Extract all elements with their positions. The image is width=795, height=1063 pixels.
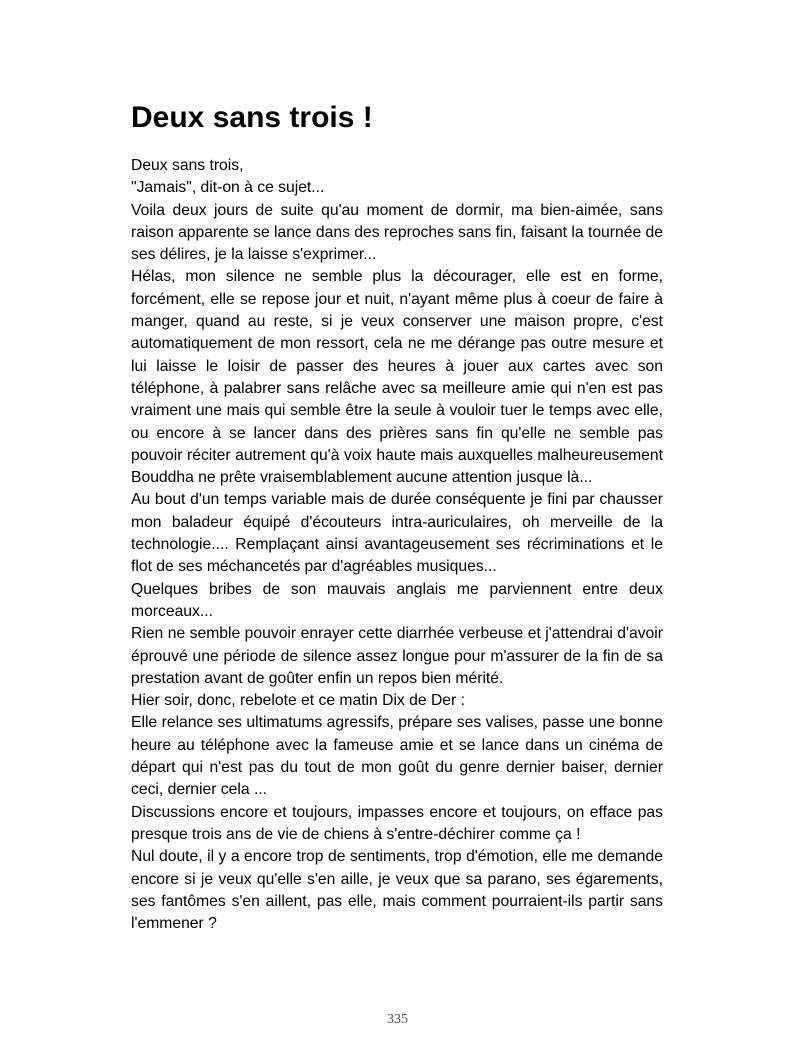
paragraph: Nul doute, il y a encore trop de sentiments, trop d'émotion, elle me demande encore si je veux qu'elle s'en aille, je veux que sa parano, ses égarements, ses fantômes s'en aillent, pas elle, mais comment pourraient-ils partir sans l'emmener ? <box>131 848 663 933</box>
paragraph: Voila deux jours de suite qu'au moment de dormir, ma bien-aimée, sans raison apparente se lance dans des reproches sans fin, faisant la tournée de ses délires, je la laisse s'exprimer... <box>131 201 663 264</box>
paragraph: Rien ne semble pouvoir enrayer cette diarrhée verbeuse et j'attendrai d'avoir éprouvé une période de silence assez longue pour m'assurer de la fin de sa prestation avant de goûter enfin un repos bien mérité. <box>131 625 663 687</box>
paragraph: Au bout d'un temps variable mais de durée conséquente je fini par chausser mon baladeur équipé d'écouteurs intra-auriculaires, oh merveille de la technologie.... Remplaçant ainsi avantageusement ses récriminations et le flot de ses méchancetés par d'agréables musiques... <box>131 491 663 576</box>
paragraph: Deux sans trois, <box>131 157 244 174</box>
paragraph: Discussions encore et toujours, impasses encore et toujours, on efface pas presque trois ans de vie de chiens à s'entre-déchirer comme ça ! <box>131 803 663 843</box>
paragraph: "Jamais", dit-on à ce sujet... <box>131 179 325 197</box>
page-title: Deux sans trois ! <box>131 101 373 134</box>
paragraph: Hélas, mon silence ne semble plus la décourager, elle est en forme, forcément, elle se repose jour et nuit, n'ayant même plus à coeur de faire à manger, quand au reste, si je veux conserver une maison propre, c'est automatiquement de mon ressort, cela ne me dérange pas outre mesure et lui laisse le loisir de passer des heures à jouer aux cartes avec son téléphone, à palabrer sans relâche avec sa meilleure amie qui n'en est pas vraiment une mais qui semble être la seule à vouloir tuer le temps avec elle, ou encore à se lancer dans des prières sans fin qu'elle ne semble pas pouvoir réciter autrement qu'à voix haute mais auxquelles malheureusement Bouddha ne prête vraisemblablement aucune attention jusque là... <box>131 268 663 487</box>
article-body <box>131 155 663 935</box>
page-number: 335 <box>387 1012 408 1027</box>
paragraph: Quelques bribes de son mauvais anglais me parviennent entre deux morceaux... <box>131 580 663 620</box>
paragraph: Hier soir, donc, rebelote et ce matin Dix de Der : <box>131 692 465 710</box>
paragraph: Elle relance ses ultimatums agressifs, prépare ses valises, passe une bonne heure au téléphone avec la fameuse amie et se lance dans un cinéma de départ qui n'est pas du tout de mon goût du genre dernier baiser, dernier ceci, dernier cela ... <box>131 714 663 799</box>
